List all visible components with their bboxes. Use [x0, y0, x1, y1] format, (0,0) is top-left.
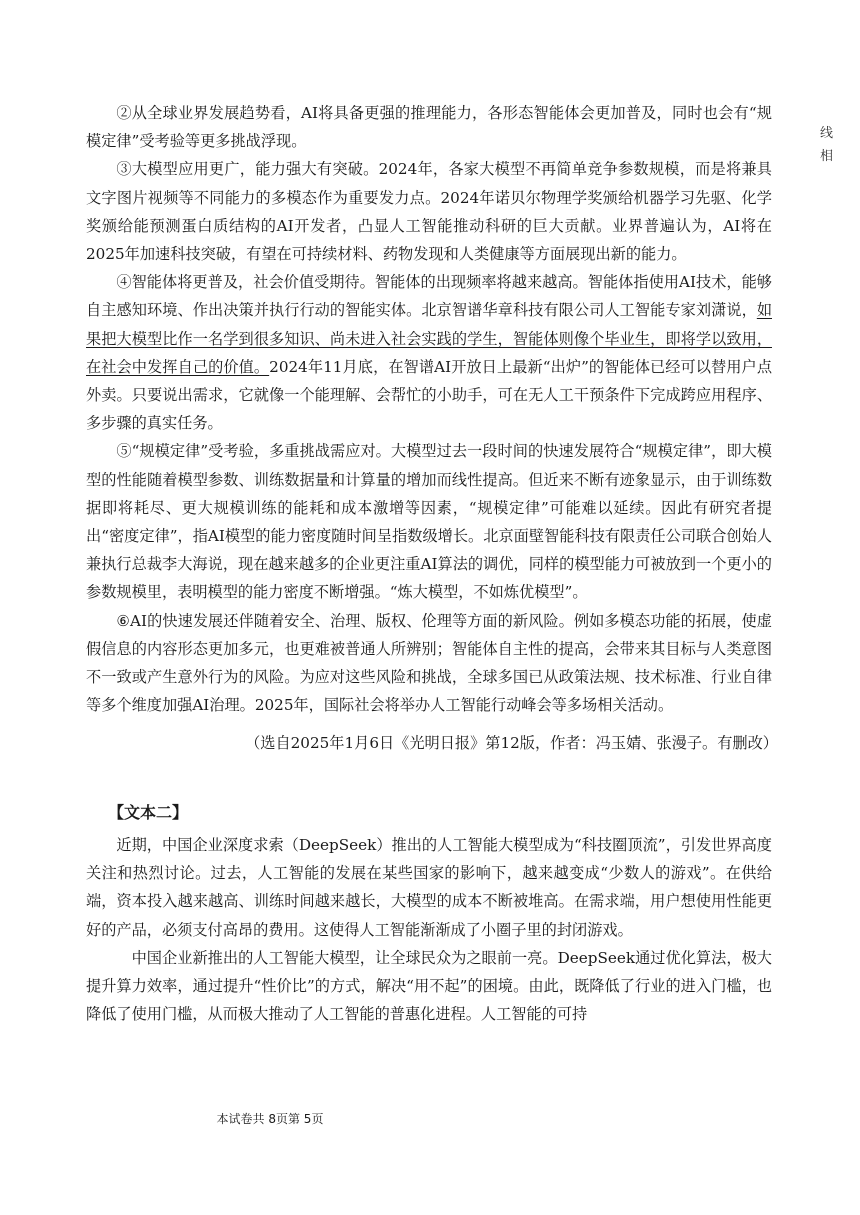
- binding-margin-mark-2: 相: [820, 149, 834, 164]
- binding-margin-mark-1: 线: [820, 126, 834, 141]
- paragraph-4: [86, 268, 772, 437]
- underlined-sentence: 如果把大模型比作一名学到很多知识、尚未进入社会实践的学生，智能体则像个毕业生，即将学以致用，在社会中发挥自己的价值。: [86, 301, 772, 376]
- paragraph-3: ③大模型应用更广，能力强大有突破。2024年，各家大模型不再简单竞争参数规模，而是将兼具文字图片视频等不同能力的多模态作为重要发力点。2024年诺贝尔物理学奖颁给机器学习先驱、化学奖颁给能预测蛋白质结构的AI开发者，凸显人工智能推动科研的巨大贡献。业界普遍认为，AI将在2025年加速科技突破，有望在可持续材料、药物发现和人类健康等方面展现出新的能力。: [86, 160, 772, 264]
- paragraph-6: ⑥AI的快速发展还伴随着安全、治理、版权、伦理等方面的新风险。例如多模态功能的拓展，使虚假信息的内容形态更加多元，也更难被普通人所辨别；智能体自主性的提高，会带来其目标与人类意图不一致或产生意外行为的风险。为应对这些风险和挑战，全球多国已从政策法规、技术标准、行业自律等多个维度加强AI治理。2025年，国际社会将举办人工智能行动峰会等多场相关活动。: [86, 611, 772, 715]
- paragraph-5: ⑤“规模定律”受考验，多重挑战需应对。大模型过去一段时间的快速发展符合“规模定律”，即大模型的性能随着模型参数、训练数据量和计算量的增加而线性提高。但近来不断有迹象显示，由于训练数据即将耗尽、更大规模训练的能耗和成本激增等因素，“规模定律”可能难以延续。因此有研究者提出“密度定律”，指AI模型的能力密度随时间呈指数级增长。北京面壁智能科技有限责任公司联合创始人兼执行总裁李大海说，现在越来越多的企业更注重AI算法的调优，同样的模型能力可被放到一个更小的参数规模里，表明模型的能力密度不断增强。“炼大模型，不如炼优模型”。: [86, 442, 772, 602]
- page-footer: 本试卷共 8页第 5页: [216, 1112, 324, 1126]
- text2-paragraph-1: 近期，中国企业深度求索（DeepSeek）推出的人工智能大模型成为“科技圈顶流”，引发世界高度关注和热烈讨论。过去，人工智能的发展在某些国家的影响下，越来越变成“少数人的游戏”。在供给端，资本投入越来越高、训练时间越来越长，大模型的成本不断被堆高。在需求端，用户想使用性能更好的产品，必须支付高昂的费用。这使得人工智能渐渐成了小圈子里的封闭游戏。: [86, 836, 772, 939]
- paragraph-4-start: ④智能体将更普及，社会价值受期待。智能体的出现频率将越来越高。智能体指使用AI技术，能够自主感知环境、作出决策并执行行动的智能实体。北京智谱华章科技有限公司人工智能专家刘潇说，: [86, 273, 772, 320]
- text1-body: [86, 99, 772, 719]
- section-heading-text2: 【文本二】: [108, 803, 189, 822]
- paragraph-4-end: 2024年11月底，在智谱AI开放日上最新“出炉”的智能体已经可以替用户点外卖。只要说出需求，它就像一个能理解、会帮忙的小助手，可在无人工干预条件下完成跨应用程序、多步骤的真实任务。: [86, 357, 773, 433]
- text2-body: [86, 831, 772, 1028]
- source-citation: （选自2025年1月6日《光明日报》第12版，作者：冯玉婧、张漫子。有删改）: [245, 734, 778, 752]
- paragraph-2: ②从全球业界发展趋势看，AI将具备更强的推理能力，各形态智能体会更加普及，同时也会有“规模定律”受考验等更多挑战浮现。: [86, 104, 772, 151]
- text2-paragraph-2: 中国企业新推出的人工智能大模型，让全球民众为之眼前一亮。DeepSeek通过优化算法，极大提升算力效率，通过提升“性价比”的方式，解决“用不起”的困境。由此，既降低了行业的进入门槛，也降低了使用门槛，从而极大推动了人工智能的普惠化进程。人工智能的可持: [86, 948, 772, 1024]
